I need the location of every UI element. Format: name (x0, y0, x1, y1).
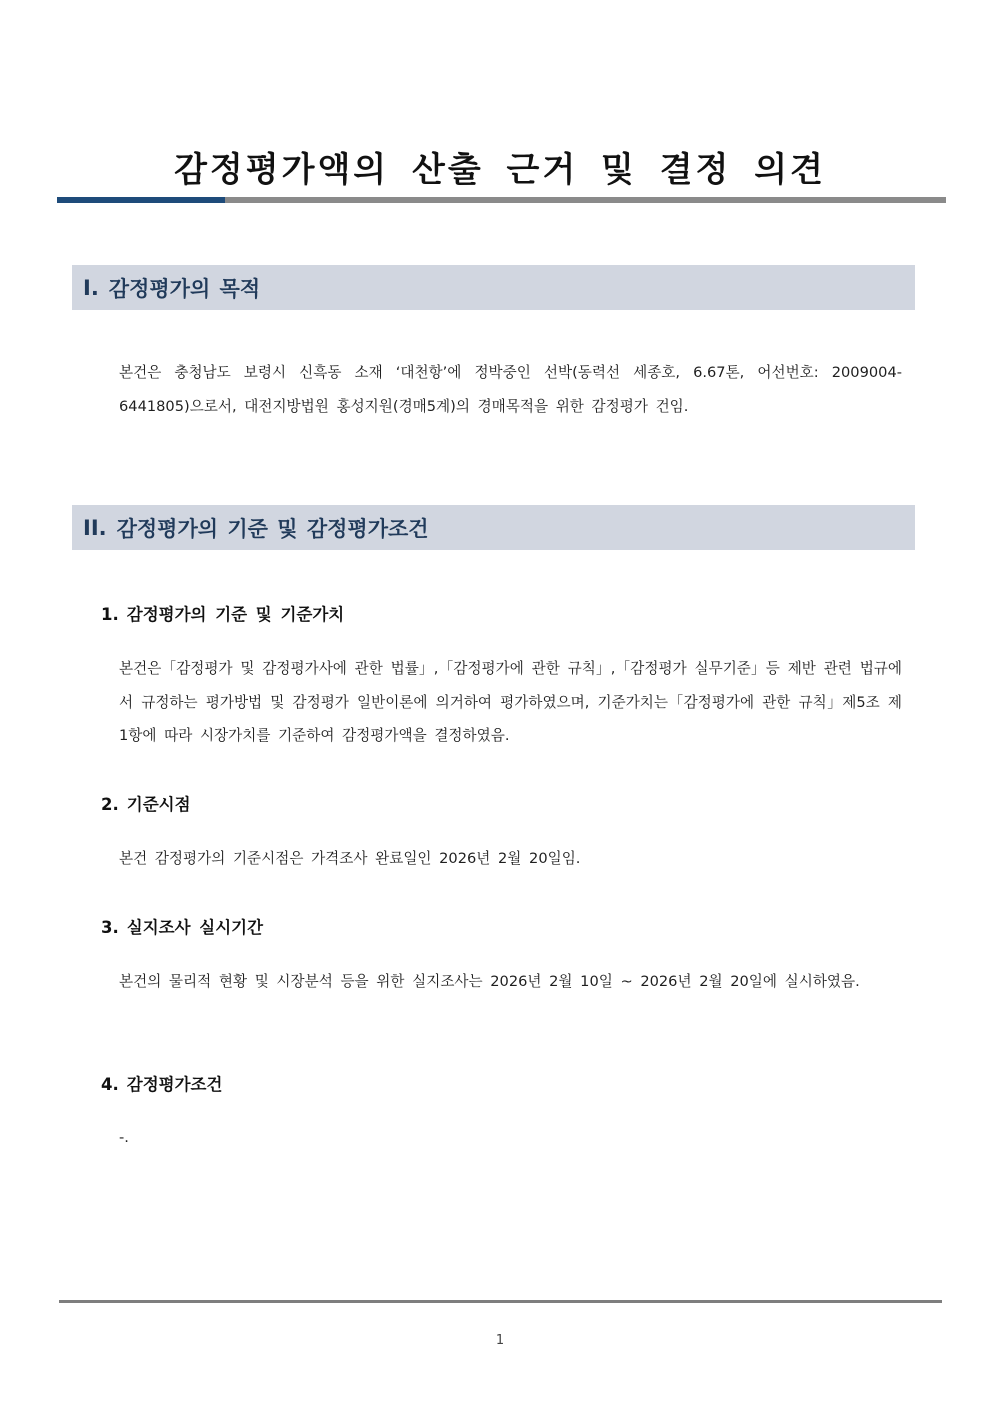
purpose-paragraph: 본건은 충청남도 보령시 신흑동 소재 ‘대천항’에 정박중인 선박(동력선 세종호, 6.67톤, 어선번호: 2009004-6441805)으로서, 대전지방법원 홍성지원(경매5계)의 경매목적을 위한 감정평가 건임. (119, 364, 902, 415)
base-date-paragraph: 본건 감정평가의 기준시점은 가격조사 완료일인 2026년 2월 20일임. (119, 850, 581, 867)
section-number: II. (83, 515, 107, 540)
section-number: I. (83, 275, 99, 300)
subsection-title: 감정평가의 기준 및 기준가치 (126, 605, 345, 624)
subsection-heading-survey-period (101, 914, 263, 938)
subsection-title: 감정평가조건 (126, 1075, 223, 1094)
subsection-number: 4. (101, 1075, 119, 1094)
section-header-purpose (72, 265, 915, 310)
subsection-number: 2. (101, 795, 119, 814)
subsection-heading-conditions (101, 1071, 222, 1095)
section-title: 감정평가의 목적 (108, 276, 261, 301)
title-underline (225, 197, 946, 203)
title-underline-accent (57, 197, 225, 203)
footer-divider (59, 1300, 942, 1303)
survey-period-paragraph: 본건의 물리적 현황 및 시장분석 등을 위한 실지조사는 2026년 2월 10일 ~ 2026년 2월 20일에 실시하였음. (119, 973, 860, 990)
basis-paragraph: 본건은「감정평가 및 감정평가사에 관한 법률」,「감정평가에 관한 규칙」,「감정평가 실무기준」등 제반 관련 법규에서 규정하는 평가방법 및 감정평가 일반이론에 의거하여 평가하였으며, 기준가치는「감정평가에 관한 규칙」제5조 제1항에 따라 시장가치를 기준하여 감정평가액을 결정하였음. (119, 660, 902, 744)
subsection-heading-basis (101, 601, 344, 625)
conditions-paragraph: -. (119, 1129, 129, 1146)
section-title: 감정평가의 기준 및 감정평가조건 (116, 516, 429, 541)
page-number: 1 (495, 1333, 505, 1348)
subsection-number: 1. (101, 605, 119, 624)
document-title: 감정평가액의 산출 근거 및 결정 의견 (174, 150, 826, 190)
section-header-criteria (72, 505, 915, 550)
subsection-number: 3. (101, 918, 119, 937)
subsection-title: 기준시점 (126, 795, 191, 814)
subsection-title: 실지조사 실시기간 (126, 918, 264, 937)
subsection-heading-base-date (101, 791, 191, 815)
